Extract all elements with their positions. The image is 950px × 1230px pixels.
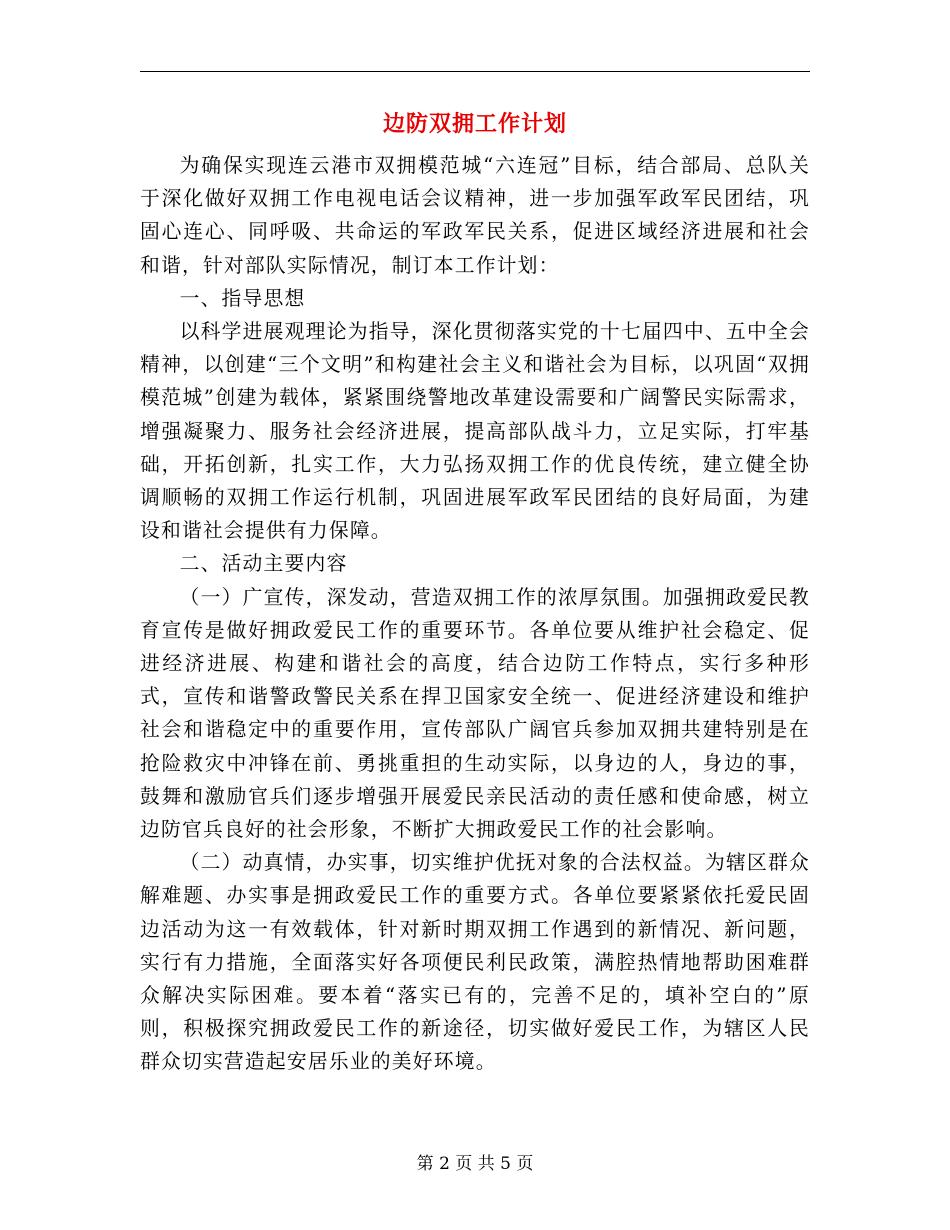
section-heading-guiding-ideology: 一、指导思想	[179, 286, 306, 310]
document-title: 边防双拥工作计划	[382, 112, 567, 137]
content-item-practical-work-paragraph: （二）动真情，办实事，切实维护优抚对象的合法权益。为辖区群众解难题、办实事是拥政爱民工作的重要方式。各单位要紧紧依托爱民固边活动为这一有效载体，针对新时期双拥工作遇到的新情况、新问题，实行有力措施，全面落实好各项便民利民政策，满腔热情地帮助困难群众解决实际困难。要本着“落实已有的，完善不足的，填补空白的”原则，积极探究拥政爱民工作的新途径，切实做好爱民工作，为辖区人民群众切实营造起安居乐业的美好环境。	[140, 851, 810, 1074]
document-body	[140, 149, 810, 1079]
page-number-footer: 第 2 页 共 5 页	[416, 1154, 534, 1174]
intro-paragraph: 为确保实现连云港市双拥模范城“六连冠”目标，结合部局、总队关于深化做好双拥工作电视电话会议精神，进一步加强军政军民团结，巩固心连心、同呼吸、共命运的军政军民关系，促进区域经济进展和社会和谐，针对部队实际情况，制订本工作计划：	[140, 154, 810, 277]
content-item-publicity-paragraph: （一）广宣传，深发动，营造双拥工作的浓厚氛围。加强拥政爱民教育宣传是做好拥政爱民工作的重要环节。各单位要从维护社会稳定、促进经济进展、构建和谐社会的高度，结合边防工作特点，实行多种形式，宣传和谐警政警民关系在捍卫国家安全统一、促进经济建设和维护社会和谐稳定中的重要作用，宣传部队广阔官兵参加双拥共建特别是在抢险救灾中冲锋在前、勇挑重担的生动实际，以身边的人，身边的事，鼓舞和激励官兵们逐步增强开展爱民亲民活动的责任感和使命感，树立边防官兵良好的社会形象，不断扩大拥政爱民工作的社会影响。	[140, 585, 810, 842]
header-rule	[140, 71, 810, 72]
section-heading-main-content: 二、活动主要内容	[179, 552, 348, 576]
guiding-ideology-paragraph: 以科学进展观理论为指导，深化贯彻落实党的十七届四中、五中全会精神，以创建“三个文明”和构建社会主义和谐社会为目标，以巩固“双拥模范城”创建为载体，紧紧围绕警地改革建设需要和广阔警民实际需求，增强凝聚力、服务社会经济进展，提高部队战斗力，立足实际，打牢基础，开拓创新，扎实工作，大力弘扬双拥工作的优良传统，建立健全协调顺畅的双拥工作运行机制，巩固进展军政军民团结的良好局面，为建设和谐社会提供有力保障。	[140, 320, 810, 543]
